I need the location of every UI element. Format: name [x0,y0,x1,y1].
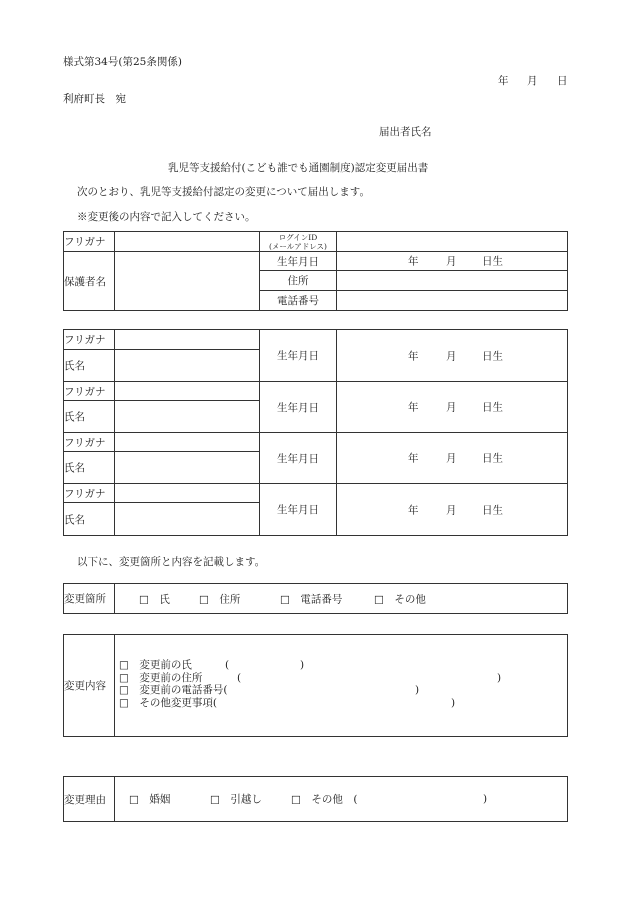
child1-name-input[interactable] [115,350,260,382]
checkbox-moving[interactable]: □ 引越し [210,793,262,806]
change-content-body [115,635,568,737]
child4-birth-month: 月 [446,504,457,516]
guardian-phone-label: 電話番号 [260,291,337,311]
login-id-label [260,232,337,252]
change-location-options [115,584,568,614]
paren-close: ) [497,671,502,684]
child4-furigana-input[interactable] [115,484,260,503]
guardian-birthdate-label: 生年月日 [260,252,337,271]
child2-birth-month: 月 [446,401,457,414]
form-number: 様式第34号(第25条関係) [63,56,182,68]
checkbox-address[interactable]: □ 住所 [199,593,241,605]
date-day-label: 日 [557,75,568,87]
paren-close: ) [451,696,456,709]
form-title: 乳児等支援給付(こども誰でも通園制度)認定変更届出書 [168,162,429,174]
child4-birth-year: 年 [408,504,419,516]
change-reason-label: 変更理由 [64,777,115,822]
child1-birth-day: 日生 [482,350,503,362]
child2-birth-day: 日生 [482,401,503,414]
child3-name-input[interactable] [115,452,260,484]
child4-birthdate-input[interactable] [337,484,568,536]
child3-birthdate-input[interactable] [337,433,568,484]
guardian-birth-day: 日生 [482,255,503,268]
date-month-label: 月 [527,75,538,87]
reason-paren-close: ) [483,793,488,805]
child1-name-label: 氏名 [64,350,115,382]
checkbox-surname[interactable]: □ 氏 [139,593,170,605]
change-content-label: 変更内容 [64,635,115,737]
guardian-phone-input[interactable] [337,291,568,311]
change-location-label: 変更箇所 [64,584,115,614]
child2-name-label: 氏名 [64,401,115,433]
child1-birth-month: 月 [446,350,457,362]
child1-birth-year: 年 [408,350,419,362]
child2-birthdate-label: 生年月日 [260,382,337,433]
change-location-table [63,583,568,614]
child1-birthdate-label: 生年月日 [260,330,337,382]
child2-furigana-label: フリガナ [64,382,115,401]
change-content-table [63,634,568,737]
intro-text: 次のとおり、乳児等支援給付認定の変更について届出します。 [77,186,370,198]
login-id-text: ログインID [278,232,318,242]
applicant-name-label: 届出者氏名 [379,126,432,138]
guardian-birth-year: 年 [408,255,419,268]
child3-name-label: 氏名 [64,452,115,484]
guardian-furigana-label: フリガナ [64,232,115,252]
change-item-address-label: □ 変更前の住所 [119,671,203,684]
guardian-birth-month: 月 [446,255,457,268]
checkbox-phone[interactable]: □ 電話番号 [280,593,343,605]
child3-birth-month: 月 [446,452,457,465]
paren-close: ) [300,659,305,671]
child3-birth-day: 日生 [482,452,503,465]
child4-birth-day: 日生 [482,504,503,516]
guardian-furigana-input[interactable] [115,232,260,252]
child1-birthdate-input[interactable] [337,330,568,382]
change-reason-table [63,776,568,822]
child3-furigana-input[interactable] [115,433,260,452]
login-id-email-text: (メールアドレス) [269,241,327,251]
child2-furigana-input[interactable] [115,382,260,401]
guardian-address-input[interactable] [337,271,568,291]
paren-open: ( [225,659,230,671]
guardian-name-label: 保護者名 [64,252,115,311]
change-item-surname-label: □ 変更前の氏 [119,659,192,671]
paren-open: ( [237,671,242,684]
change-item-other-label: □ その他変更事項( [119,696,218,709]
child3-birth-year: 年 [408,452,419,465]
child4-furigana-label: フリガナ [64,484,115,503]
login-id-input[interactable] [337,232,568,252]
child1-furigana-label: フリガナ [64,330,115,350]
section-intro: 以下に、変更箇所と内容を記載します。 [77,556,266,568]
checkbox-marriage[interactable]: □ 婚姻 [129,793,171,806]
checkbox-other[interactable]: □ その他 [374,593,426,605]
guardian-table [63,231,568,311]
child4-name-input[interactable] [115,503,260,536]
guardian-address-label: 住所 [260,271,337,291]
checkbox-reason-other[interactable]: □ その他 ( [291,793,358,806]
change-item-phone-label: □ 変更前の電話番号( [119,684,228,696]
child3-birthdate-label: 生年月日 [260,433,337,484]
note-text: ※変更後の内容で記入してください。 [77,211,256,223]
child2-birthdate-input[interactable] [337,382,568,433]
child2-name-input[interactable] [115,401,260,433]
child2-birth-year: 年 [408,401,419,414]
change-reason-options [115,777,568,822]
guardian-name-input[interactable] [115,252,260,311]
guardian-birthdate-input[interactable] [337,252,568,271]
child4-birthdate-label: 生年月日 [260,484,337,536]
child3-furigana-label: フリガナ [64,433,115,452]
addressee: 利府町長 宛 [63,93,126,105]
children-table [63,329,568,536]
child1-furigana-input[interactable] [115,330,260,350]
date-year-label: 年 [498,75,509,87]
child4-name-label: 氏名 [64,503,115,536]
paren-close: ) [415,684,420,696]
